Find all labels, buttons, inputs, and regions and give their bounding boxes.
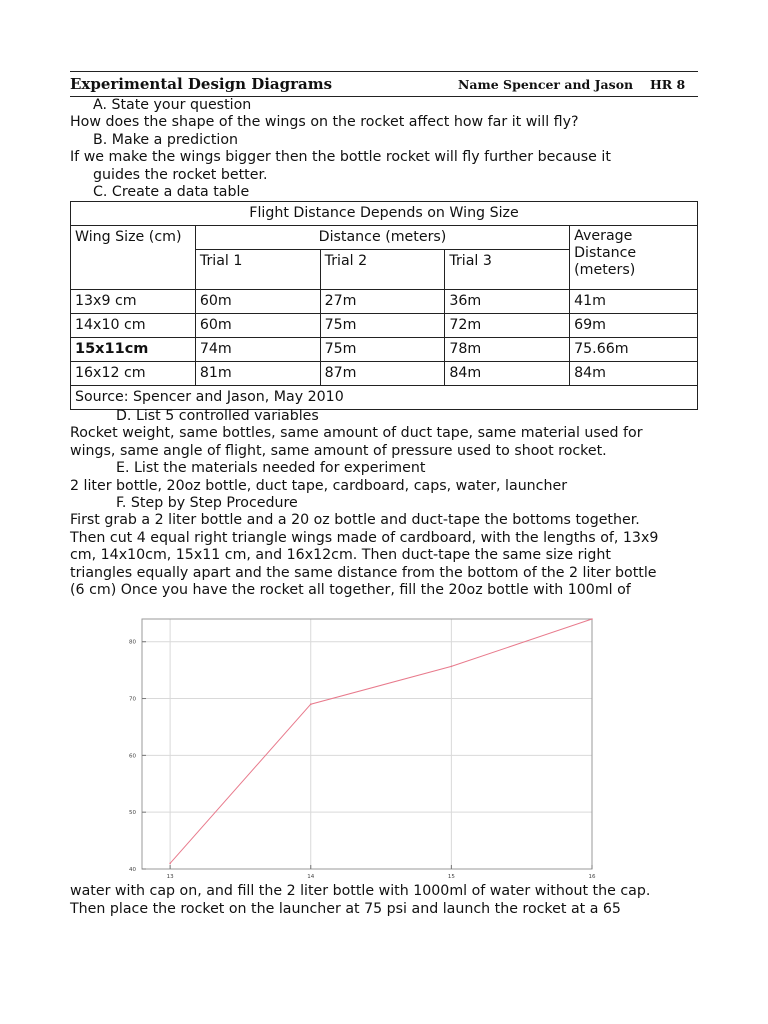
section-c-heading: C. Create a data table <box>93 184 250 201</box>
cell-trial-1: 81m <box>195 362 320 386</box>
cell-wing: 15x11cm <box>71 338 196 362</box>
table-row <box>71 290 698 314</box>
cell-trial-2: 27m <box>320 290 445 314</box>
section-d-line-1: Rocket weight, same bottles, same amount of duct tape, same material used for <box>70 425 643 442</box>
sections-d-to-f <box>70 408 720 599</box>
x-tick-label: 15 <box>447 874 455 880</box>
section-b-heading: B. Make a prediction <box>93 131 239 148</box>
student-names: Name Spencer and Jason <box>458 77 634 92</box>
data-table <box>70 201 698 410</box>
cell-average: 75.66m <box>570 338 698 362</box>
x-tick-label: 13 <box>166 874 174 880</box>
section-a-heading: A. State your question <box>93 97 252 113</box>
page-header <box>70 75 698 95</box>
distance-chart <box>100 605 610 880</box>
section-d-line-2: wings, same angle of flight, same amount of pressure used to shoot rocket. <box>70 442 607 459</box>
section-f-line-1: First grab a 2 liter bottle and a 20 oz bottle and duct-tape the bottoms together. <box>70 512 640 529</box>
y-tick-label: 80 <box>129 639 136 646</box>
y-tick-label: 70 <box>129 696 136 703</box>
section-e-text: 2 liter bottle, 20oz bottle, duct tape, cardboard, caps, water, launcher <box>70 477 568 494</box>
section-f-line-4: triangles equally apart and the same distance from the bottom of the 2 liter bottle <box>70 564 657 581</box>
header-trial-2: Trial 2 <box>320 250 445 290</box>
section-e-heading: E. List the materials needed for experiment <box>116 460 426 477</box>
table-source: Source: Spencer and Jason, May 2010 <box>71 386 698 410</box>
series-line <box>170 619 592 863</box>
plot-frame <box>142 619 592 869</box>
cell-wing: 14x10 cm <box>71 314 196 338</box>
cell-trial-1: 60m <box>195 314 320 338</box>
cell-average: 69m <box>570 314 698 338</box>
header-trial-3: Trial 3 <box>445 250 570 290</box>
cell-wing: 13x9 cm <box>71 290 196 314</box>
data-point <box>451 666 453 668</box>
chart-svg <box>100 605 610 880</box>
section-a-text: How does the shape of the wings on the rocket affect how far it will fly? <box>70 114 579 131</box>
cell-trial-3: 78m <box>445 338 570 362</box>
y-tick-label: 40 <box>129 867 136 873</box>
header-average-distance <box>570 226 698 290</box>
cell-trial-1: 60m <box>195 290 320 314</box>
cell-trial-2: 87m <box>320 362 445 386</box>
procedure-continued <box>70 883 720 918</box>
cell-average: 41m <box>570 290 698 314</box>
cell-trial-2: 75m <box>320 314 445 338</box>
section-f-heading: F. Step by Step Procedure <box>116 495 298 512</box>
section-f-line-2: Then cut 4 equal right triangle wings made of cardboard, with the lengths of, 13x9 <box>70 529 659 546</box>
cell-trial-3: 36m <box>445 290 570 314</box>
cell-trial-1: 74m <box>195 338 320 362</box>
table-row <box>71 338 698 362</box>
cell-wing: 16x12 cm <box>71 362 196 386</box>
sections-a-to-c <box>70 97 710 201</box>
header-average-line-1: Average <box>574 228 633 244</box>
section-b-line-2: guides the rocket better. <box>93 166 268 183</box>
y-tick-label: 60 <box>129 753 136 760</box>
page-title: Experimental Design Diagrams <box>70 75 333 93</box>
section-b-line-1: If we make the wings bigger then the bottle rocket will fly further because it <box>70 149 611 166</box>
homeroom-label: HR 8 <box>650 77 686 92</box>
section-f-line-7: Then place the rocket on the launcher at 75 psi and launch the rocket at a 65 <box>70 900 621 917</box>
table-row <box>71 362 698 386</box>
header-top-rule <box>70 71 698 72</box>
data-point <box>591 618 593 620</box>
cell-average: 84m <box>570 362 698 386</box>
x-tick-label: 14 <box>307 874 315 880</box>
header-trial-1: Trial 1 <box>195 250 320 290</box>
y-tick-label: 50 <box>129 810 136 817</box>
cell-trial-3: 72m <box>445 314 570 338</box>
header-average-line-3: (meters) <box>574 262 636 278</box>
x-tick-label: 16 <box>588 874 596 880</box>
section-d-heading: D. List 5 controlled variables <box>116 408 319 424</box>
table-row <box>71 314 698 338</box>
cell-trial-2: 75m <box>320 338 445 362</box>
header-average-line-2: Distance <box>574 245 637 261</box>
header-distance: Distance (meters) <box>195 226 569 250</box>
table-caption: Flight Distance Depends on Wing Size <box>71 202 698 226</box>
section-f-line-6: water with cap on, and fill the 2 liter bottle with 1000ml of water without the cap. <box>70 883 651 899</box>
header-wing-size: Wing Size (cm) <box>71 226 196 290</box>
data-point <box>310 703 312 705</box>
cell-trial-3: 84m <box>445 362 570 386</box>
data-point <box>169 863 171 865</box>
section-f-line-3: cm, 14x10cm, 15x11 cm, and 16x12cm. Then duct-tape the same size right <box>70 547 611 564</box>
section-f-line-5: (6 cm) Once you have the rocket all together, fill the 20oz bottle with 100ml of <box>70 582 631 599</box>
